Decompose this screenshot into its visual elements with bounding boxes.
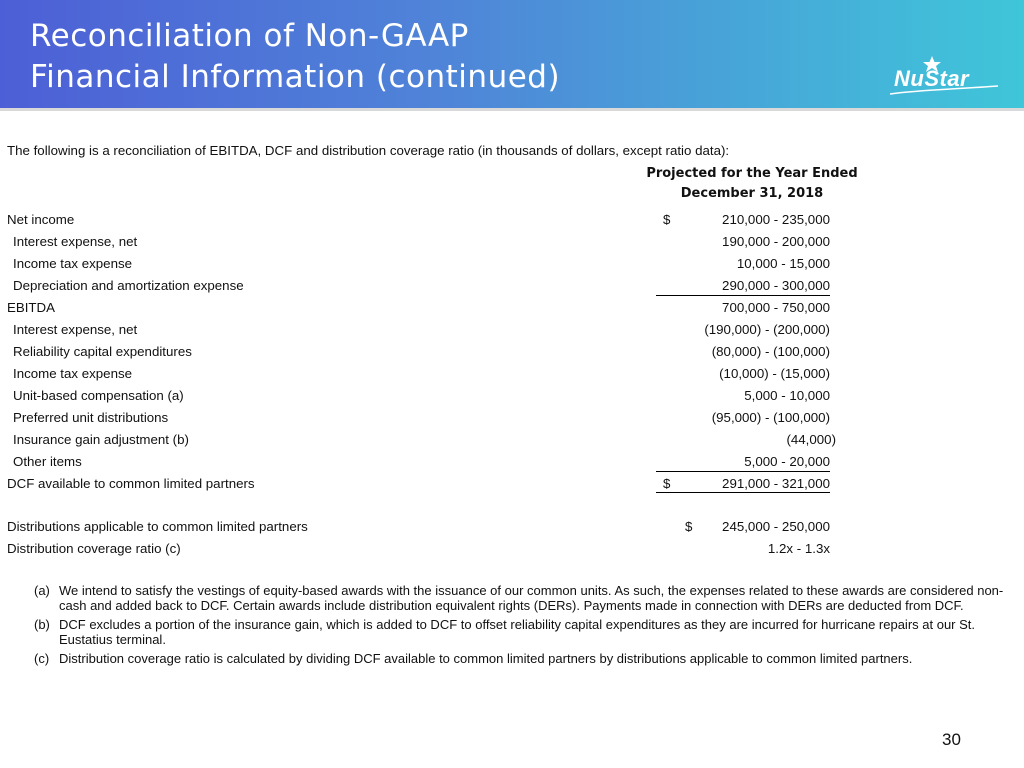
- table-row: [0, 428, 1024, 450]
- logo-text: NuStar: [894, 66, 970, 91]
- row-value: 5,000 - 10,000: [744, 388, 830, 403]
- row-label: Unit-based compensation (a): [13, 388, 184, 403]
- table-row: [0, 450, 1024, 472]
- row-label: Insurance gain adjustment (b): [13, 432, 189, 447]
- table-row: [0, 340, 1024, 362]
- table-row: [0, 208, 1024, 230]
- row-value: (80,000) - (100,000): [711, 344, 830, 359]
- table-row: [0, 318, 1024, 340]
- row-label: Distributions applicable to common limited partners: [7, 519, 308, 534]
- title-line-1: Reconciliation of Non-GAAP: [30, 18, 469, 54]
- total-rule: [656, 492, 830, 493]
- row-label: Income tax expense: [13, 366, 133, 381]
- footnote: [34, 583, 1024, 613]
- row-label: EBITDA: [7, 300, 56, 315]
- row-value: 245,000 - 250,000: [722, 519, 830, 534]
- row-value: 10,000 - 15,000: [736, 256, 830, 271]
- table-row: [0, 406, 1024, 428]
- footnote-mark: (b): [34, 617, 50, 632]
- footnote-text: Distribution coverage ratio is calculated by dividing DCF available to common limited partners by distributions applicable to common limited partners.: [59, 651, 913, 666]
- row-label: Interest expense, net: [13, 322, 138, 337]
- footnote-mark: (c): [34, 651, 50, 666]
- row-label: Depreciation and amortization expense: [13, 278, 244, 293]
- table-row: [0, 384, 1024, 406]
- footnote: [34, 617, 1024, 647]
- row-label: Interest expense, net: [13, 234, 138, 249]
- row-label: Reliability capital expenditures: [13, 344, 192, 359]
- header-divider: [0, 108, 1024, 111]
- row-value: (44,000): [786, 432, 836, 447]
- row-label: Income tax expense: [13, 256, 133, 271]
- footnote-text: DCF excludes a portion of the insurance gain, which is added to DCF to offset reliability capital expenditures as they are incurred for hurricane repairs at our St. Eustatius terminal.: [59, 617, 976, 647]
- dollar-sign: $: [685, 519, 693, 534]
- row-value: (190,000) - (200,000): [704, 322, 830, 337]
- slide-title: [30, 16, 560, 98]
- row-label: Other items: [13, 454, 82, 469]
- footnote-text: We intend to satisfy the vestings of equity-based awards with the issuance of our common units. As such, the expenses related to these awards are considered non-cash and added back to DCF. Certain awards include distribution equivalent rights (DERs). Payments made in connection with DERs are deducted from DCF.: [59, 583, 1004, 613]
- title-line-2: Financial Information (continued): [30, 59, 561, 95]
- column-header: [632, 164, 872, 204]
- table-row: [0, 274, 1024, 296]
- dollar-sign: $: [663, 476, 671, 491]
- row-value: (10,000) - (15,000): [719, 366, 830, 381]
- table-row: [0, 537, 1024, 559]
- page-number: 30: [942, 730, 961, 749]
- nustar-logo: [888, 56, 1000, 102]
- dollar-sign: $: [663, 212, 671, 227]
- table-row: [0, 472, 1024, 494]
- row-value: 190,000 - 200,000: [722, 234, 830, 249]
- subtotal-rule: [656, 471, 830, 472]
- row-value: (95,000) - (100,000): [711, 410, 830, 425]
- slide-header: [0, 0, 1024, 108]
- footnote-mark: (a): [34, 583, 50, 598]
- column-header-line-1: Projected for the Year Ended: [646, 166, 858, 181]
- row-value: 291,000 - 321,000: [722, 476, 830, 491]
- table-row: [0, 252, 1024, 274]
- row-label: Preferred unit distributions: [13, 410, 169, 425]
- row-value: 1.2x - 1.3x: [767, 541, 830, 556]
- row-value: 210,000 - 235,000: [722, 212, 830, 227]
- intro-text: The following is a reconciliation of EBITDA, DCF and distribution coverage ratio (in thousands of dollars, except ratio data):: [7, 143, 730, 158]
- subtotal-rule: [656, 295, 830, 296]
- column-header-line-2: December 31, 2018: [680, 186, 824, 201]
- table-row: [0, 230, 1024, 252]
- table-row: [0, 515, 1024, 537]
- table-row: [0, 296, 1024, 318]
- row-label: Net income: [7, 212, 75, 227]
- row-value: 290,000 - 300,000: [722, 278, 830, 293]
- row-value: 5,000 - 20,000: [744, 454, 830, 469]
- footnote: [34, 651, 1024, 666]
- row-label: DCF available to common limited partners: [7, 476, 255, 491]
- row-label: Distribution coverage ratio (c): [7, 541, 181, 556]
- table-row: [0, 362, 1024, 384]
- row-value: 700,000 - 750,000: [722, 300, 830, 315]
- footnotes: [34, 583, 1024, 670]
